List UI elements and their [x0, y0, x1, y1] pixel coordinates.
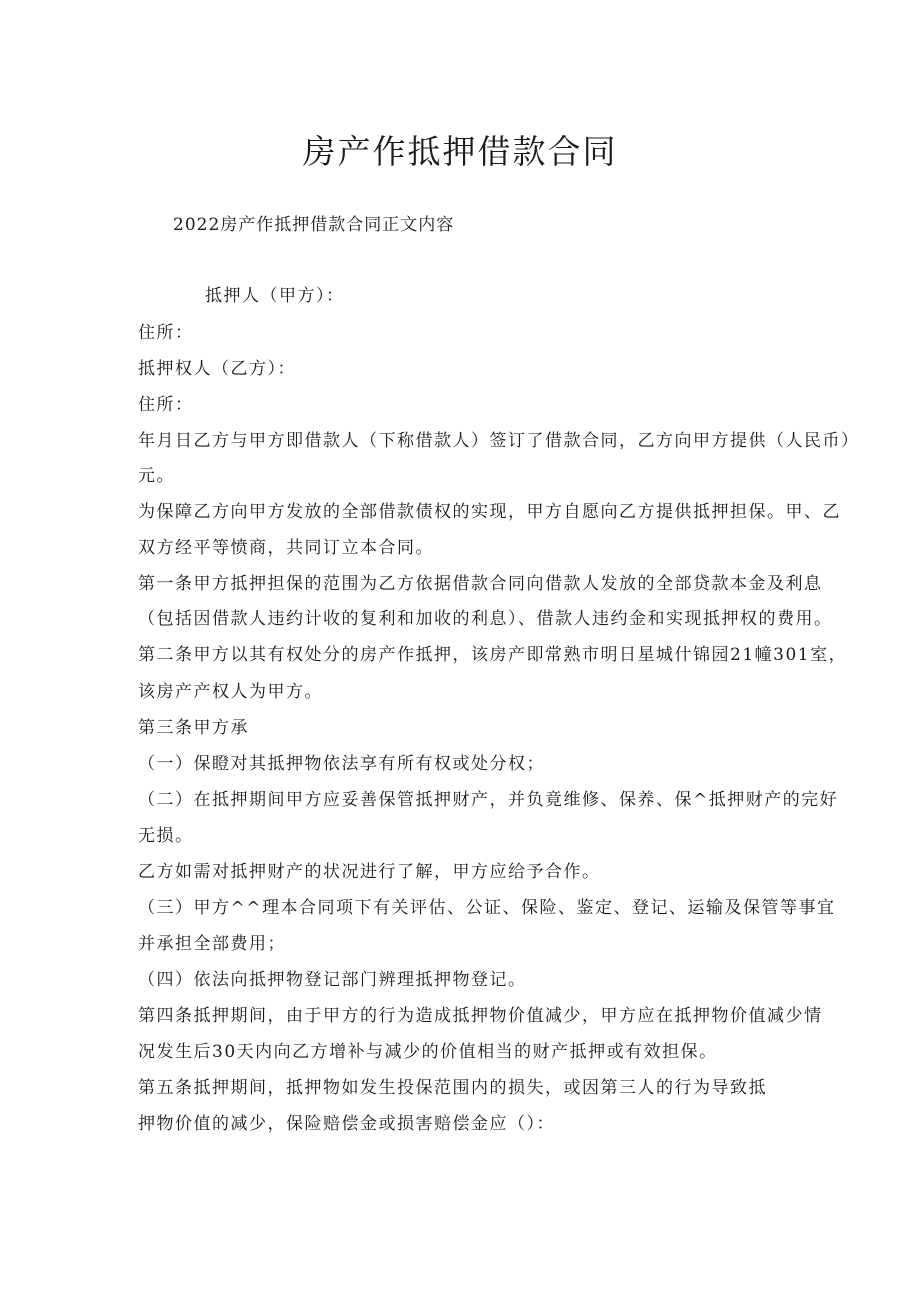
body-line: 年月日乙方与甲方即借款人（下称借款人）签订了借款合同，乙方向甲方提供（人民币）: [138, 431, 860, 451]
article-2-line: 该房产产权人为甲方。: [138, 682, 323, 702]
article-1-line: （包括因借款人违约计收的复利和加收的利息）、借款人违约金和实现抵押权的费用。: [138, 609, 833, 629]
article-3-item-line: （四）依法向抵押物登记部门辨理抵押物登记。: [138, 970, 527, 990]
article-2-line: 第二条甲方以其有权处分的房产作抵押，该房产即常熟市明日星城什锦园21幢301室，: [138, 645, 848, 665]
article-3-item-line: （三）甲方^^理本合同项下有关评估、公证、保险、鉴定、登记、运输及保管等事宜: [138, 898, 836, 918]
article-3-item-line: （二）在抵押期间甲方应妥善保管抵押财产，并负竟维修、保养、保^抵押财产的完好: [138, 790, 839, 810]
body-line: 元。: [138, 466, 175, 486]
body-line: 为保障乙方向甲方发放的全部借款债权的实现，甲方自愿向乙方提供抵押担保。甲、乙: [138, 502, 841, 522]
article-1-line: 第一条甲方抵押担保的范围为乙方依据借款合同向借款人发放的全部贷款本金及利息: [138, 574, 823, 594]
article-3-item-line: （一）保瞪对其抵押物依法享有所有权或处分权；: [138, 754, 545, 774]
article-4-line: 况发生后30天内向乙方增补与减少的价值相当的财产抵押或有效担保。: [138, 1042, 718, 1062]
article-3-item-line: 并承担全部费用；: [138, 934, 286, 954]
article-3-item-line: 乙方如需对抵押财产的状况进行了解，甲方应给予合作。: [138, 862, 601, 882]
article-5-line: 第五条抵押期间，抵押物如发生投保范围内的损失，或因第三人的行为导致抵: [138, 1078, 767, 1098]
document-subtitle: 2022房产作抵押借款合同正文内容: [173, 215, 455, 235]
article-3-item-line: 无损。: [138, 826, 194, 846]
mortgagee-address-line: 住所：: [138, 395, 194, 415]
document-title: 房产作抵押借款合同: [302, 132, 618, 171]
mortgagee-line: 抵押权人（乙方）：: [138, 359, 296, 379]
mortgagor-line: 抵押人（甲方）：: [205, 286, 345, 306]
article-4-line: 第四条抵押期间，由于甲方的行为造成抵押物价值减少，甲方应在抵押物价值减少情: [138, 1006, 823, 1026]
article-3-line: 第三条甲方承: [138, 718, 249, 738]
body-line: 双方经平等愤商，共同订立本合同。: [138, 538, 434, 558]
mortgagor-address-line: 住所：: [138, 323, 194, 343]
article-5-line: 押物价值的减少，保险赔偿金或损害赔偿金应（）：: [138, 1114, 555, 1134]
